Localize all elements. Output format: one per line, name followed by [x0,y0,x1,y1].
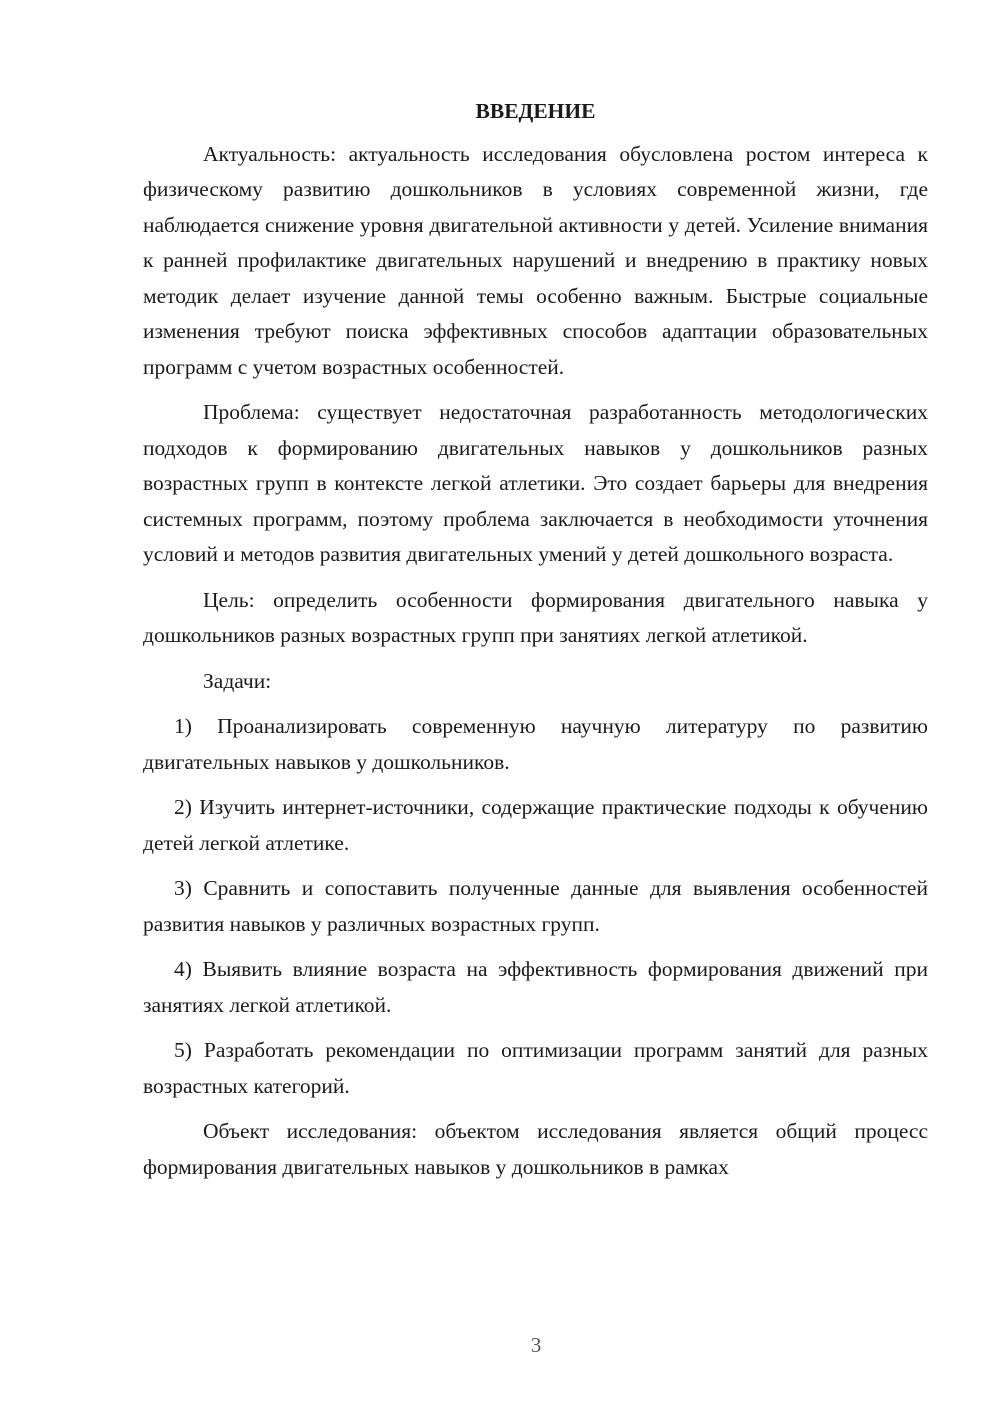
relevance-paragraph: Актуальность: актуальность исследования обусловлена ростом интереса к физическому развитию дошкольников в условиях современной жизни, где наблюдается снижение уровня двигательной активности у детей. Усиление внимания к ранней профилактике двигательных нарушений и внедрению в практику новых методик делает изучение данной темы особенно важным. Быстрые социальные изменения требуют поиска эффективных способов адаптации образовательных программ с учетом возрастных особенностей. [143,141,928,379]
task-item-4: 4) Выявить влияние возраста на эффективность формирования движений при занятиях легкой атлетикой. [143,957,928,1017]
task-item-1: 1) Проанализировать современную научную литературу по развитию двигательных навыков у дошкольников. [143,714,928,774]
page-number: 3 [530,1333,542,1357]
task-item-3: 3) Сравнить и сопоставить полученные данные для выявления особенностей развития навыков у различных возрастных групп. [143,876,928,936]
page-content [143,94,928,1185]
section-heading: ВВЕДЕНИЕ [475,99,596,123]
problem-paragraph: Проблема: существует недостаточная разработанность методологических подходов к формированию двигательных навыков у дошкольников разных возрастных групп в контексте легкой атлетики. Это создает барьеры для внедрения системных программ, поэтому проблема заключается в необходимости уточнения условий и методов развития двигательных умений у детей дошкольного возраста. [143,400,928,566]
tasks-title: Задачи: [203,668,272,693]
task-item-2: 2) Изучить интернет-источники, содержащие практические подходы к обучению детей легкой атлетике. [143,795,928,855]
task-item-5: 5) Разработать рекомендации по оптимизации программ занятий для разных возрастных категорий. [143,1038,928,1098]
goal-paragraph: Цель: определить особенности формирования двигательного навыка у дошкольников разных возрастных групп при занятиях легкой атлетикой. [143,587,928,647]
object-paragraph: Объект исследования: объектом исследования является общий процесс формирования двигательных навыков у дошкольников в рамках [143,1119,928,1179]
